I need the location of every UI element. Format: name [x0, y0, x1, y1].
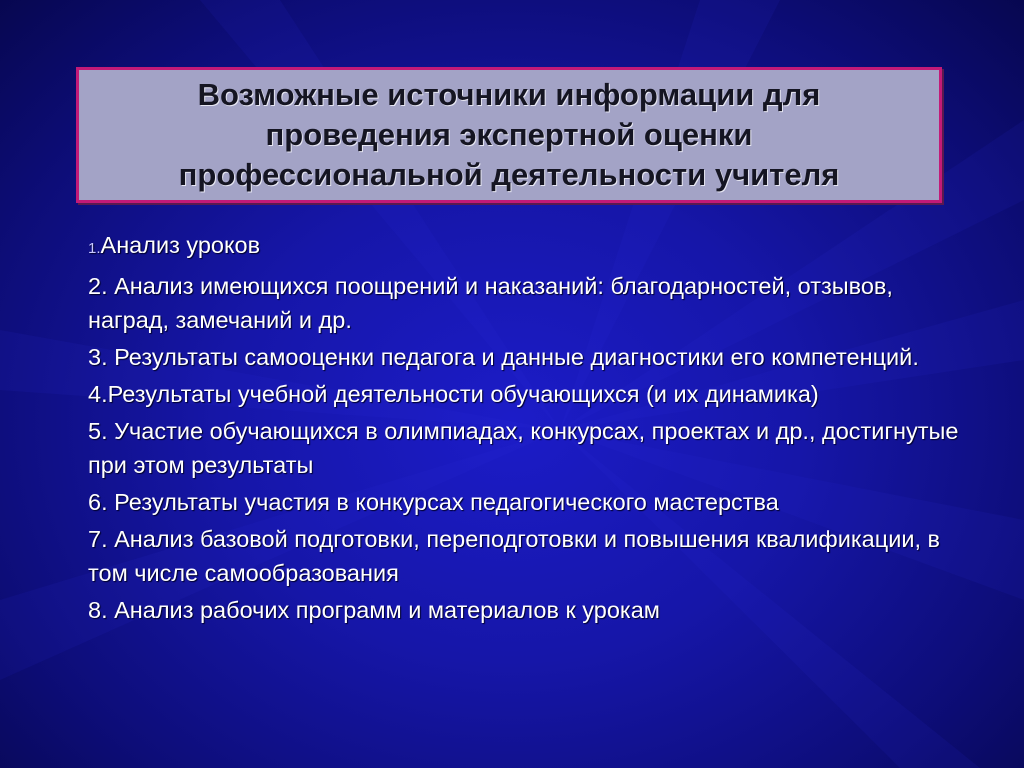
- title-box: [76, 67, 942, 203]
- list-item: 8. Анализ рабочих программ и материалов к урокам: [88, 597, 660, 623]
- list-item: [88, 228, 968, 266]
- item-number: 1.: [88, 240, 101, 257]
- list-item: 2. Анализ имеющихся поощрений и наказаний: благодарностей, отзывов, наград, замечаний и др.: [88, 273, 893, 333]
- list-item: 3. Результаты самооценки педагога и данные диагностики его компетенций.: [88, 344, 919, 370]
- list-item: 4.Результаты учебной деятельности обучающихся (и их динамика): [88, 381, 819, 407]
- item-text: Анализ уроков: [100, 232, 261, 258]
- list-item: 5. Участие обучающихся в олимпиадах, конкурсах, проектах и др., достигнутые при этом результаты: [88, 418, 959, 478]
- sources-list: [88, 228, 968, 630]
- slide-title: Возможные источники информации для проведения экспертной оценки профессиональной деятельности учителя: [178, 77, 840, 192]
- list-item: 7. Анализ базовой подготовки, переподготовки и повышения квалификации, в том числе самообразования: [88, 526, 940, 586]
- list-item: 6. Результаты участия в конкурсах педагогического мастерства: [88, 489, 779, 515]
